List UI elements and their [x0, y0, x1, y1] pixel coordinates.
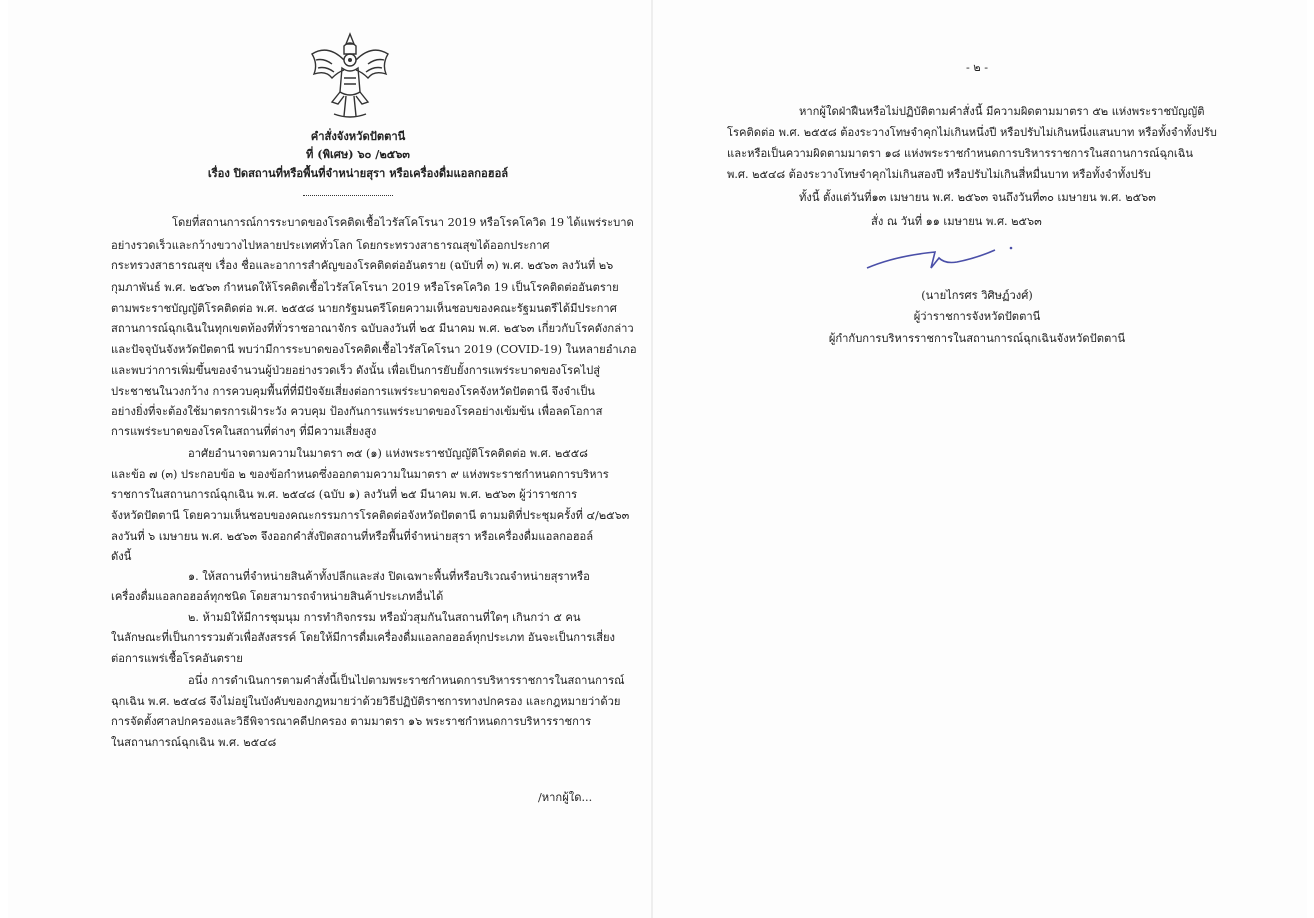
text-line: และปัจจุบันจังหวัดปัตตานี พบว่ามีการระบาดของโรคติดเชื้อไวรัสโคโรนา 2019 (COVID-19) ในหลายอำเภอ: [111, 343, 637, 356]
text-line: อย่างรวดเร็วและกว้างขวางไปหลายประเทศทั่วโลก โดยกระทรวงสาธารณสุขได้ออกประกาศ: [111, 239, 550, 252]
text-line: อนึ่ง การดำเนินการตามคำสั่งนี้เป็นไปตามพระราชกำหนดการบริหารราชการในสถานการณ์: [188, 674, 625, 687]
text-line: ในลักษณะที่เป็นการรวมตัวเพื่อสังสรรค์ โดยให้มีการดื่มเครื่องดื่มแอลกอฮอล์ทุกประเภท อันจะเป็นการเสี่ยง: [111, 631, 616, 644]
signature-image: [865, 238, 1025, 278]
text-line: การแพร่ระบาดของโรคในสถานที่ต่างๆ ที่มีความเสี่ยงสูง: [111, 425, 377, 438]
text-line: อย่างยิ่งที่จะต้องใช้มาตรการเฝ้าระวัง ควบคุม ป้องกันการแพร่ระบาดของโรคอย่างเข้มข้น เพื่อลดโอกาส: [111, 405, 603, 418]
text-line: เครื่องดื่มแอลกอฮอล์ทุกชนิด โดยสามารถจำหน่ายสินค้าประเภทอื่นได้: [111, 590, 444, 603]
text-line: กุมภาพันธ์ พ.ศ. ๒๕๖๓ กำหนดให้โรคติดเชื้อไวรัสโคโรนา 2019 หรือโรคโควิด 19 เป็นโรคติดต่ออันตราย: [111, 281, 619, 294]
text-line: โรคติดต่อ พ.ศ. ๒๕๕๘ ต้องระวางโทษจำคุกไม่เกินหนึ่งปี หรือปรับไม่เกินหนึ่งแสนบาท หรือทั้งจำทั้งปรับ: [727, 126, 1217, 139]
document-page-1: [8, 0, 658, 918]
text-line: ต่อการแพร่เชื้อโรคอันตราย: [111, 652, 243, 665]
text-line: การจัดตั้งศาลปกครองและวิธีพิจารณาคดีปกครอง ตามมาตรา ๑๖ พระราชกำหนดการบริหารราชการ: [111, 715, 592, 728]
text-line: ๒. ห้ามมิให้มีการชุมนุม การทำกิจกรรม หรือมั่วสุมกันในสถานที่ใดๆ เกินกว่า ๕ คน: [188, 611, 581, 624]
text-line: ราชการในสถานการณ์ฉุกเฉิน พ.ศ. ๒๕๔๘ (ฉบับ ๑) ลงวันที่ ๒๕ มีนาคม พ.ศ. ๒๕๖๓ ผู้ว่าราชการ: [111, 488, 578, 501]
text-line: อาศัยอำนาจตามความในมาตรา ๓๕ (๑) แห่งพระราชบัญญัติโรคติดต่อ พ.ศ. ๒๕๕๘: [188, 447, 588, 460]
text-line: โดยที่สถานการณ์การระบาดของโรคติดเชื้อไวรัสโคโรนา 2019 หรือโรคโควิด 19 ได้แพร่ระบาด: [172, 216, 634, 229]
text-line: และพบว่าการเพิ่มขึ้นของจำนวนผู้ป่วยอย่างรวดเร็ว ดังนั้น เพื่อเป็นการยับยั้งการแพร่ระบาดของโรคไปสู่: [111, 364, 601, 377]
signer-position: ผู้ว่าราชการจังหวัดปัตตานี: [913, 310, 1041, 323]
continuation-note: /หากผู้ใด...: [538, 791, 593, 804]
text-line: และหรือเป็นความผิดตามมาตรา ๑๘ แห่งพระราชกำหนดการบริหารราชการในสถานการณ์ฉุกเฉิน: [727, 147, 1194, 160]
document-page-2: [657, 0, 1307, 918]
text-line: สถานการณ์ฉุกเฉินในทุกเขตท้องที่ทั่วราชอาณาจักร ฉบับลงวันที่ ๒๕ มีนาคม พ.ศ. ๒๕๖๓ เกี่ยวกับโรคดังกล่าว: [111, 322, 634, 335]
text-line: และข้อ ๗ (๓) ประกอบข้อ ๒ ของข้อกำหนดซึ่งออกตามความในมาตรา ๙ แห่งพระราชกำหนดการบริหาร: [111, 468, 609, 481]
text-line: หากผู้ใดฝ่าฝืนหรือไม่ปฏิบัติตามคำสั่งนี้ มีความผิดตามมาตรา ๕๒ แห่งพระราชบัญญัติ: [799, 105, 1205, 118]
text-line: จังหวัดปัตตานี โดยความเห็นชอบของคณะกรรมการโรคติดต่อจังหวัดปัตตานี ตามมติที่ประชุมครั้งที่ ๔/๒๕๖๓: [111, 509, 630, 522]
text-line: ฉุกเฉิน พ.ศ. ๒๕๔๘ จึงไม่อยู่ในบังคับของกฎหมายว่าด้วยวิธีปฏิบัติราชการทางปกครอง และกฎหมายว่าด้วย: [111, 695, 621, 708]
text-line: กระทรวงสาธารณสุข เรื่อง ชื่อและอาการสำคัญของโรคติดต่ออันตราย (ฉบับที่ ๓) พ.ศ. ๒๕๖๓ ลงวันที่ ๒๖: [111, 259, 614, 272]
order-title: คำสั่งจังหวัดปัตตานี: [310, 129, 406, 143]
text-line: ในสถานการณ์ฉุกเฉิน พ.ศ. ๒๕๔๘: [111, 736, 277, 749]
order-subject: เรื่อง ปิดสถานที่หรือพื้นที่จำหน่ายสุรา หรือเครื่องดื่มแอลกอฮอล์: [207, 166, 509, 180]
text-line: ดังนี้: [111, 550, 132, 563]
text-line: ตามพระราชบัญญัติโรคติดต่อ พ.ศ. ๒๕๕๘ นายกรัฐมนตรีโดยความเห็นชอบของคณะรัฐมนตรีได้มีประกาศ: [111, 302, 617, 315]
page-fold: [651, 0, 653, 918]
divider: [303, 195, 393, 196]
text-line: ๑. ให้สถานที่จำหน่ายสินค้าทั้งปลีกและส่ง ปิดเฉพาะพื้นที่หรือบริเวณจำหน่ายสุราหรือ: [188, 570, 590, 583]
text-line: พ.ศ. ๒๕๔๘ ต้องระวางโทษจำคุกไม่เกินสองปี หรือปรับไม่เกินสี่หมื่นบาท หรือทั้งจำทั้งปรับ: [727, 168, 1151, 181]
page-number: - ๒ -: [965, 61, 989, 74]
effective-period: ทั้งนี้ ตั้งแต่วันที่๑๓ เมษายน พ.ศ. ๒๕๖๓ จนถึงวันที่๓๐ เมษายน พ.ศ. ๒๕๖๓: [799, 191, 1156, 204]
text-line: ประชาชนในวงกว้าง การควบคุมพื้นที่ที่มีปัจจัยเสี่ยงต่อการแพร่ระบาดของโรคจังหวัดปัตตานี จึงจำเป็น: [111, 385, 595, 398]
order-number: ที่ (พิเศษ) ๖๐ /๒๕๖๓: [306, 147, 410, 161]
text-line: ลงวันที่ ๖ เมษายน พ.ศ. ๒๕๖๓ จึงออกคำสั่งปิดสถานที่หรือพื้นที่จำหน่ายสุรา หรือเครื่องดื่มแอลกอฮอล์: [111, 530, 594, 543]
signer-name: (นายไกรศร วิศิษฏ์วงศ์): [921, 289, 1033, 302]
garuda-emblem-icon: [308, 30, 392, 122]
signed-date: สั่ง ณ วันที่ ๑๑ เมษายน พ.ศ. ๒๕๖๓: [871, 215, 1042, 228]
signer-role: ผู้กำกับการบริหารราชการในสถานการณ์ฉุกเฉินจังหวัดปัตตานี: [828, 332, 1126, 345]
